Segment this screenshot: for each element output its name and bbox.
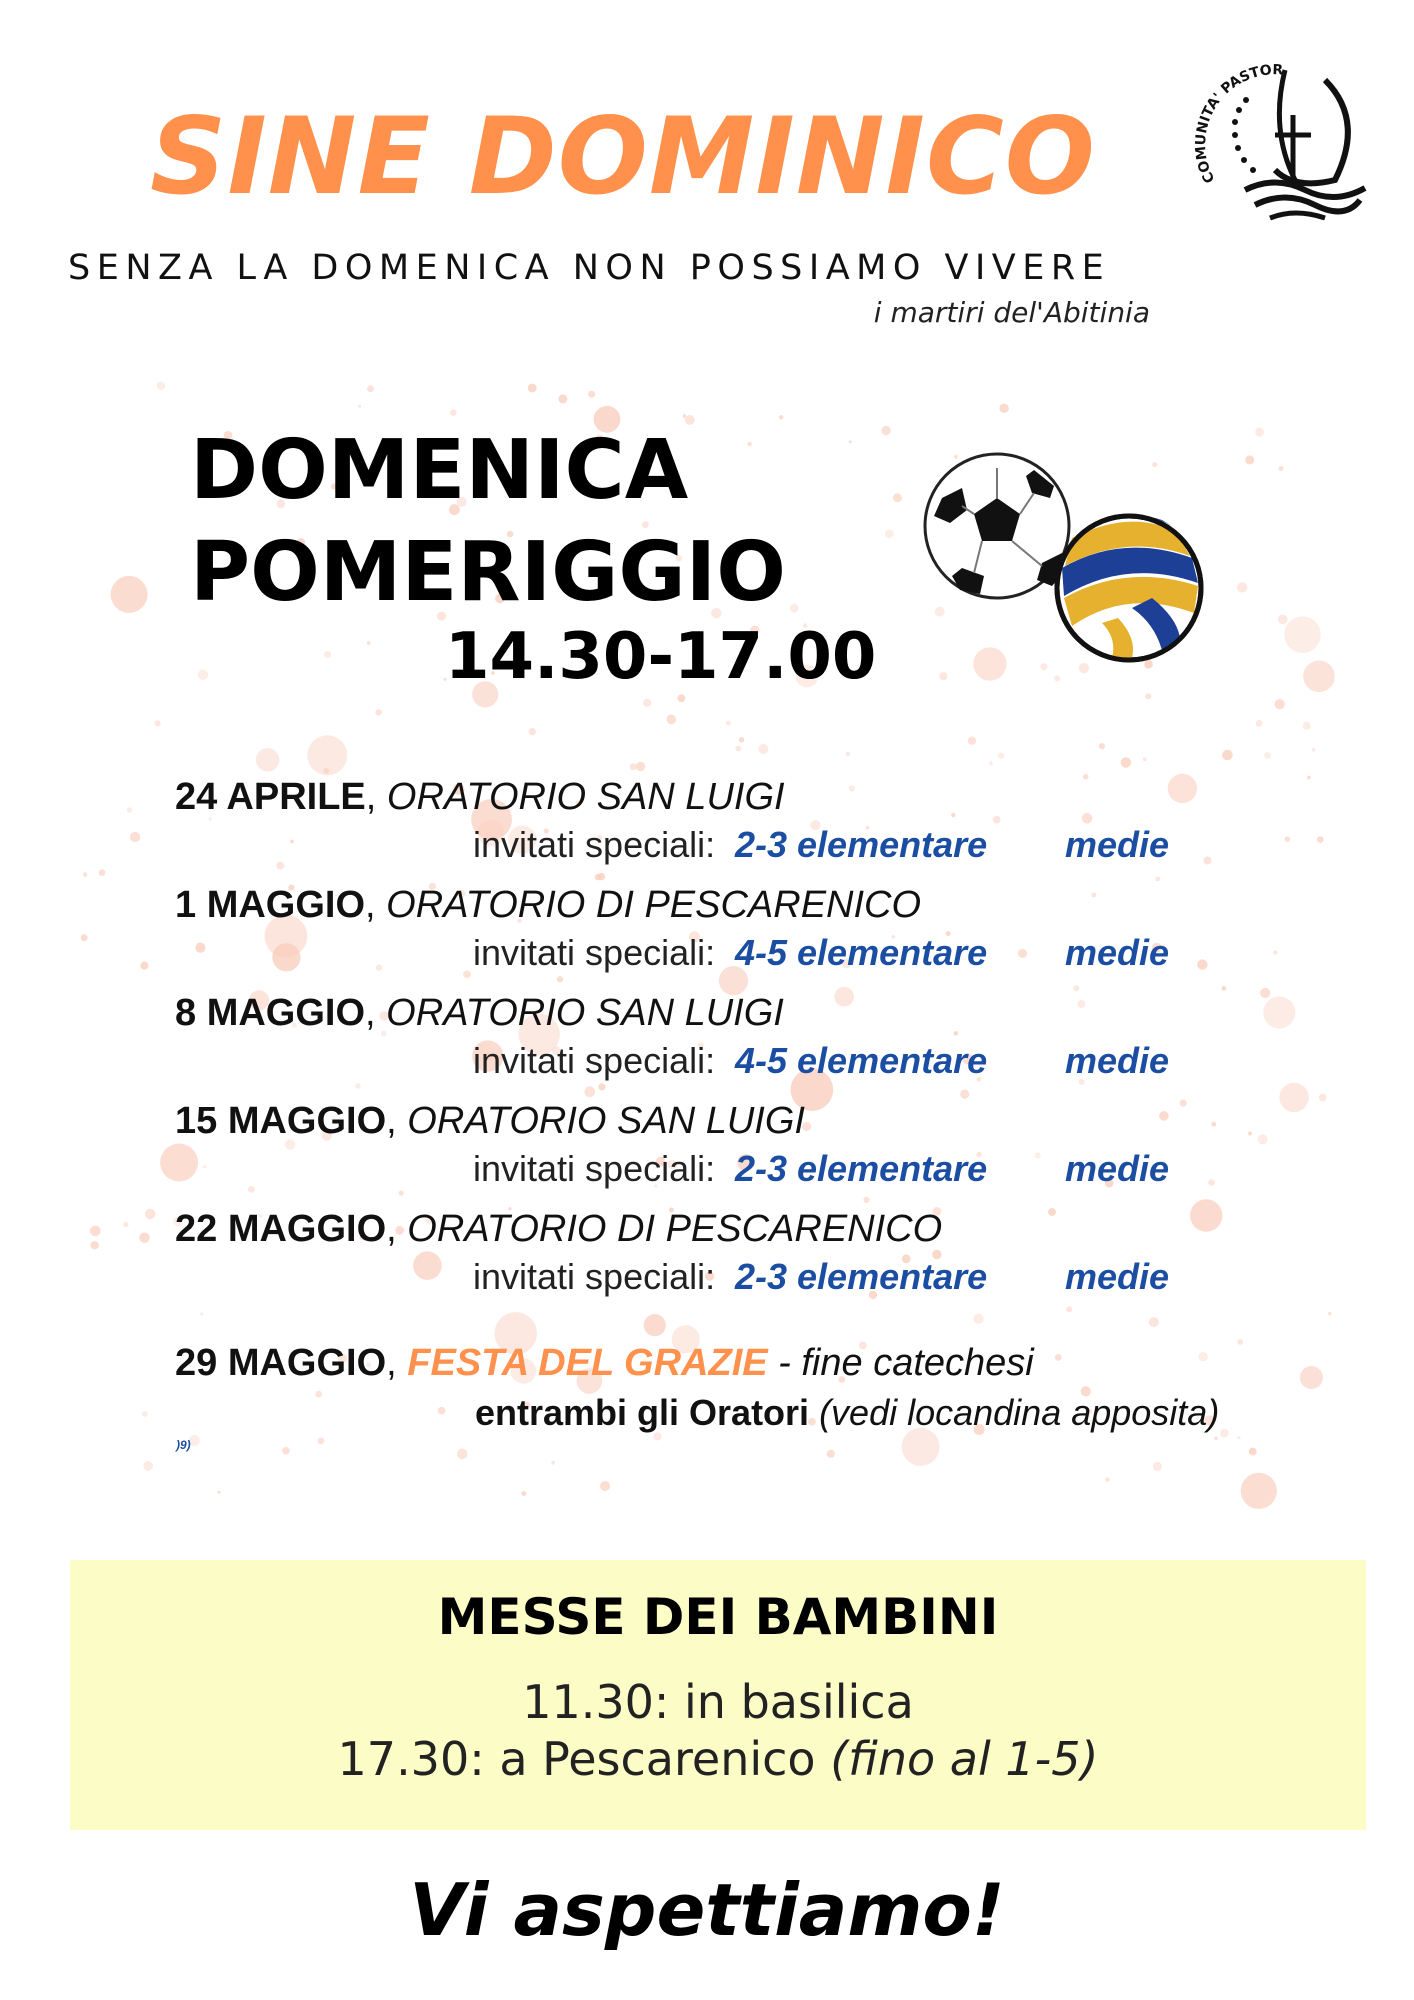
paint-dot xyxy=(198,670,208,680)
svg-text:COMUNITA' PASTORALE: COMUNITA' PASTOR xyxy=(1192,62,1284,186)
masses-box xyxy=(70,1560,1366,1830)
invite-grade: 2-3 elementare xyxy=(735,824,988,865)
paint-dot xyxy=(450,409,457,416)
event-date: 8 MAGGIO xyxy=(175,992,366,1034)
sports-balls xyxy=(922,448,1212,668)
paint-dot xyxy=(735,746,741,752)
final-event-separator: , xyxy=(386,1342,408,1384)
paint-dot xyxy=(83,872,88,877)
paint-dot xyxy=(157,381,166,390)
paint-dot xyxy=(529,728,536,735)
paint-dot xyxy=(630,763,637,770)
paint-dot xyxy=(457,1449,468,1460)
paint-dot xyxy=(1149,1317,1159,1327)
paint-dot xyxy=(1278,615,1288,625)
final-event-festa: FESTA DEL GRAZIE xyxy=(407,1342,768,1384)
paint-dot xyxy=(91,1241,99,1249)
paint-dot xyxy=(588,391,595,398)
paint-dot xyxy=(1054,675,1060,681)
invite-label: invitati speciali: xyxy=(473,824,716,865)
paint-dot xyxy=(885,529,894,538)
paint-dot xyxy=(999,404,1008,413)
paint-dot xyxy=(521,1491,526,1496)
paint-dot xyxy=(1256,720,1263,727)
paint-dot xyxy=(256,748,279,771)
final-event-oratori: entrambi gli Oratori xyxy=(475,1392,810,1433)
volleyball-icon xyxy=(1057,515,1201,660)
paint-dot xyxy=(1145,693,1151,699)
schedule-item xyxy=(175,880,1295,988)
paint-dot xyxy=(1275,699,1285,709)
paint-dot xyxy=(558,394,567,403)
quote-attribution: i martiri del'Abitinia xyxy=(873,296,1150,329)
event-separator: , xyxy=(365,776,387,818)
paint-dot xyxy=(644,1314,666,1336)
invite-medie: medie xyxy=(1065,1040,1170,1081)
paint-dot xyxy=(939,672,947,680)
paint-dot xyxy=(1319,1094,1327,1102)
paint-dot xyxy=(528,384,537,393)
paint-dot xyxy=(140,962,148,970)
event-place: ORATORIO DI PESCARENICO xyxy=(386,884,922,926)
final-event-vedi: (vedi locandina apposita) xyxy=(809,1392,1220,1433)
paint-dot xyxy=(375,709,381,715)
paint-dot xyxy=(551,1461,555,1465)
tiny-note: )9) xyxy=(176,1438,191,1452)
paint-dot xyxy=(1264,752,1271,759)
paint-dot xyxy=(758,744,768,754)
paint-dot xyxy=(142,1411,148,1417)
paint-dot xyxy=(90,1226,101,1237)
schedule-item xyxy=(175,1096,1295,1204)
paint-dot xyxy=(1255,428,1264,437)
time-range: 14.30-17.00 xyxy=(445,620,877,694)
final-event xyxy=(175,1338,1325,1438)
event-place: ORATORIO DI PESCARENICO xyxy=(407,1208,943,1250)
paint-dot xyxy=(1241,1473,1277,1509)
closing-message: Vi aspettiamo! xyxy=(409,1868,1005,1952)
paint-dot xyxy=(143,1461,153,1471)
masses-title: MESSE DEI BAMBINI xyxy=(437,1588,999,1646)
invite-label: invitati speciali: xyxy=(473,1040,716,1081)
paint-dot xyxy=(1245,455,1254,464)
paint-dot xyxy=(123,1222,128,1227)
paint-dot xyxy=(367,641,371,645)
paint-dot xyxy=(1099,743,1105,749)
final-event-note: - fine catechesi xyxy=(767,1342,1034,1384)
paint-dot xyxy=(127,807,133,813)
event-separator: , xyxy=(386,1208,408,1250)
invite-medie: medie xyxy=(1065,1148,1170,1189)
schedule-item xyxy=(175,988,1295,1096)
paint-dot xyxy=(849,440,852,443)
paint-dot xyxy=(881,426,890,435)
paint-dot xyxy=(307,735,347,775)
paint-dot xyxy=(99,869,106,876)
event-date: 22 MAGGIO xyxy=(175,1208,387,1250)
event-place: ORATORIO SAN LUIGI xyxy=(407,1100,805,1142)
paint-dot xyxy=(974,1314,984,1324)
event-date: 24 APRILE xyxy=(175,776,366,818)
paint-dot xyxy=(678,694,686,702)
invite-medie: medie xyxy=(1065,824,1170,865)
paint-dot xyxy=(779,415,783,419)
paint-dot xyxy=(1312,748,1316,752)
poster-title: SINE DOMINICO xyxy=(150,95,1096,218)
paint-dot xyxy=(1105,1477,1109,1481)
paint-dot xyxy=(111,576,148,613)
soccer-ball-icon xyxy=(925,454,1069,598)
paint-dot xyxy=(367,385,374,392)
paint-dot xyxy=(636,762,645,771)
paint-dot xyxy=(1222,750,1233,761)
invite-medie: medie xyxy=(1065,932,1170,973)
paint-dot xyxy=(324,651,331,658)
headline-line-2: POMERIGGIO xyxy=(190,525,786,620)
paint-dot xyxy=(1153,1462,1162,1471)
invite-grade: 4-5 elementare xyxy=(735,932,988,973)
paint-dot xyxy=(139,1233,149,1243)
paint-dot xyxy=(1237,582,1247,592)
paint-dot xyxy=(893,493,902,502)
paint-dot xyxy=(989,761,993,765)
paint-dot xyxy=(1303,722,1311,730)
paint-dot xyxy=(1317,836,1324,843)
paint-dot xyxy=(643,699,651,707)
invite-label: invitati speciali: xyxy=(473,1256,716,1297)
paint-dot xyxy=(282,1447,290,1455)
event-date: 1 MAGGIO xyxy=(175,884,366,926)
invite-grade: 2-3 elementare xyxy=(735,1148,988,1189)
mass-time-2-text: 17.30: a Pescarenico xyxy=(337,1732,831,1786)
headline-line-1: DOMENICA xyxy=(190,423,689,518)
event-place: ORATORIO SAN LUIGI xyxy=(386,776,785,818)
paint-dot xyxy=(846,752,851,757)
event-date: 15 MAGGIO xyxy=(175,1100,387,1142)
paint-dot xyxy=(155,720,161,726)
mass-time-2-note: (fino al 1-5) xyxy=(830,1732,1099,1786)
paint-dot xyxy=(739,737,744,742)
paint-dot xyxy=(600,1481,610,1491)
paint-dot xyxy=(1279,466,1284,471)
invite-label: invitati speciali: xyxy=(473,1148,716,1189)
invite-grade: 4-5 elementare xyxy=(735,1040,988,1081)
paint-dot xyxy=(145,1209,155,1219)
schedule-list xyxy=(175,772,1295,1312)
paint-dot xyxy=(667,715,677,725)
event-separator: , xyxy=(386,1100,408,1142)
paint-dot xyxy=(1303,661,1335,693)
invite-grade: 2-3 elementare xyxy=(735,1256,988,1297)
paint-dot xyxy=(81,934,88,941)
paint-dot xyxy=(968,737,976,745)
paint-dot xyxy=(358,405,361,408)
headline xyxy=(190,420,786,624)
invite-label: invitati speciali: xyxy=(473,932,716,973)
mass-time-1: 11.30: in basilica xyxy=(522,1675,914,1729)
event-place: ORATORIO SAN LUIGI xyxy=(386,992,784,1034)
paint-dot xyxy=(1249,1448,1257,1456)
paint-dot xyxy=(790,604,799,613)
invite-medie: medie xyxy=(1065,1256,1170,1297)
paint-dot xyxy=(1307,776,1311,780)
paint-dot xyxy=(998,752,1004,758)
paint-dot xyxy=(1121,757,1131,767)
paint-dot xyxy=(1284,616,1321,653)
paint-dot xyxy=(1143,757,1147,761)
event-separator: , xyxy=(365,884,387,926)
mass-time-2 xyxy=(70,1732,1366,1786)
paint-dot xyxy=(827,1450,835,1458)
paint-dot xyxy=(130,832,140,842)
event-separator: , xyxy=(365,992,387,1034)
final-event-date: 29 MAGGIO xyxy=(175,1342,387,1384)
schedule-item xyxy=(175,772,1295,880)
paint-dot xyxy=(1328,1312,1331,1315)
paint-dot xyxy=(318,1438,325,1445)
paint-dot xyxy=(683,414,686,417)
paint-dot xyxy=(200,1313,203,1316)
community-logo-icon xyxy=(1175,40,1375,240)
paint-dot xyxy=(726,721,731,726)
poster-subtitle: SENZA LA DOMENICA NON POSSIAMO VIVERE xyxy=(68,248,1111,288)
schedule-item xyxy=(175,1204,1295,1312)
paint-dot xyxy=(217,1491,220,1494)
